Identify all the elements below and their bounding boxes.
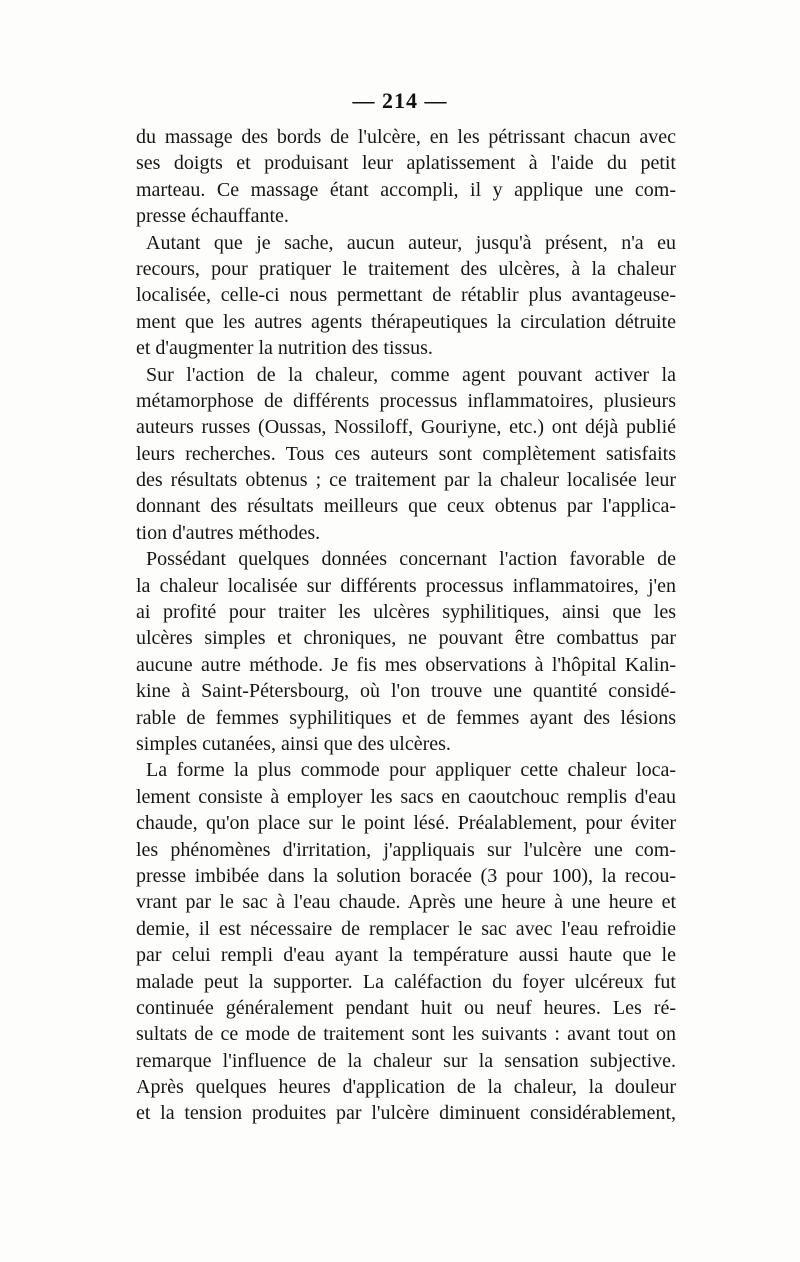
text-line: la chaleur localisée sur différents processus inflammatoires, j'en [136,574,676,597]
text-line: simples cutanées, ainsi que des ulcères. [136,732,451,755]
text-line: rable de femmes syphilitiques et de femmes ayant des lésions [136,706,676,729]
text-line: et la tension produites par l'ulcère diminuent considérablement, [136,1102,676,1125]
text-line: aucune autre méthode. Je fis mes observations à l'hôpital Kalin- [136,653,676,676]
text-line: Sur l'action de la chaleur, comme agent pouvant activer la [146,363,676,386]
text-line: continuée généralement pendant huit ou neuf heures. Les ré- [136,996,676,1019]
text-line: sultats de ce mode de traitement sont les suivants : avant tout on [136,1023,676,1046]
paragraph [136,362,676,547]
text-line: La forme la plus commode pour appliquer cette chaleur loca- [146,759,676,782]
text-line: Possédant quelques données concernant l'action favorable de [146,548,676,571]
text-line: et d'augmenter la nutrition des tissus. [136,337,433,360]
text-line: leurs recherches. Tous ces auteurs sont complètement satisfaits [136,442,676,465]
text-line: remarque l'influence de la chaleur sur la sensation subjective. [136,1049,676,1072]
text-line: des résultats obtenus ; ce traitement par la chaleur localisée leur [136,469,676,492]
text-line: par celui rempli d'eau ayant la température aussi haute que le [136,944,676,967]
text-line: ai profité pour traiter les ulcères syphilitiques, ainsi que les [136,601,676,624]
text-line: chaude, qu'on place sur le point lésé. Préalablement, pour éviter [136,812,676,835]
text-line: Après quelques heures d'application de la chaleur, la douleur [136,1076,676,1099]
text-line: vrant par le sac à l'eau chaude. Après une heure à une heure et [136,891,676,914]
paragraph [136,757,676,1126]
text-line: les phénomènes d'irritation, j'appliquais sur l'ulcère une com- [136,838,676,861]
text-line: marteau. Ce massage étant accompli, il y applique une com- [136,178,676,201]
text-line: demie, il est nécessaire de remplacer le sac avec l'eau refroidie [136,917,676,940]
page-number: — 214 — [352,88,448,113]
text-line: tion d'autres méthodes. [136,521,321,544]
body-text [136,124,676,1127]
paragraph [136,124,676,230]
text-line: du massage des bords de l'ulcère, en les pétrissant chacun avec [136,126,676,148]
text-line: recours, pour pratiquer le traitement des ulcères, à la chaleur [136,257,676,280]
text-line: ment que les autres agents thérapeutiques la circulation détruite [136,310,676,333]
paragraph [136,546,676,757]
text-line: kine à Saint-Pétersbourg, où l'on trouve une quantité considé- [136,680,676,703]
text-line: ses doigts et produisant leur aplatissement à l'aide du petit [136,152,676,175]
text-line: ulcères simples et chroniques, ne pouvant être combattus par [136,627,676,650]
text-line: presse imbibée dans la solution boracée (3 pour 100), la recou- [136,864,676,887]
text-line: auteurs russes (Oussas, Nossiloff, Gouriyne, etc.) ont déjà publié [136,416,676,439]
text-line: donnant des résultats meilleurs que ceux obtenus par l'applica- [136,495,676,518]
text-line: Autant que je sache, aucun auteur, jusqu'à présent, n'a eu [146,231,676,254]
text-line: métamorphose de différents processus inflammatoires, plusieurs [136,389,676,412]
text-line: presse échauffante. [136,205,289,228]
text-line: localisée, celle-ci nous permettant de rétablir plus avantageuse- [136,284,676,307]
text-line: malade peut la supporter. La caléfaction du foyer ulcéreux fut [136,970,676,993]
text-line: lement consiste à employer les sacs en caoutchouc remplis d'eau [136,785,676,808]
paragraph [136,230,676,362]
